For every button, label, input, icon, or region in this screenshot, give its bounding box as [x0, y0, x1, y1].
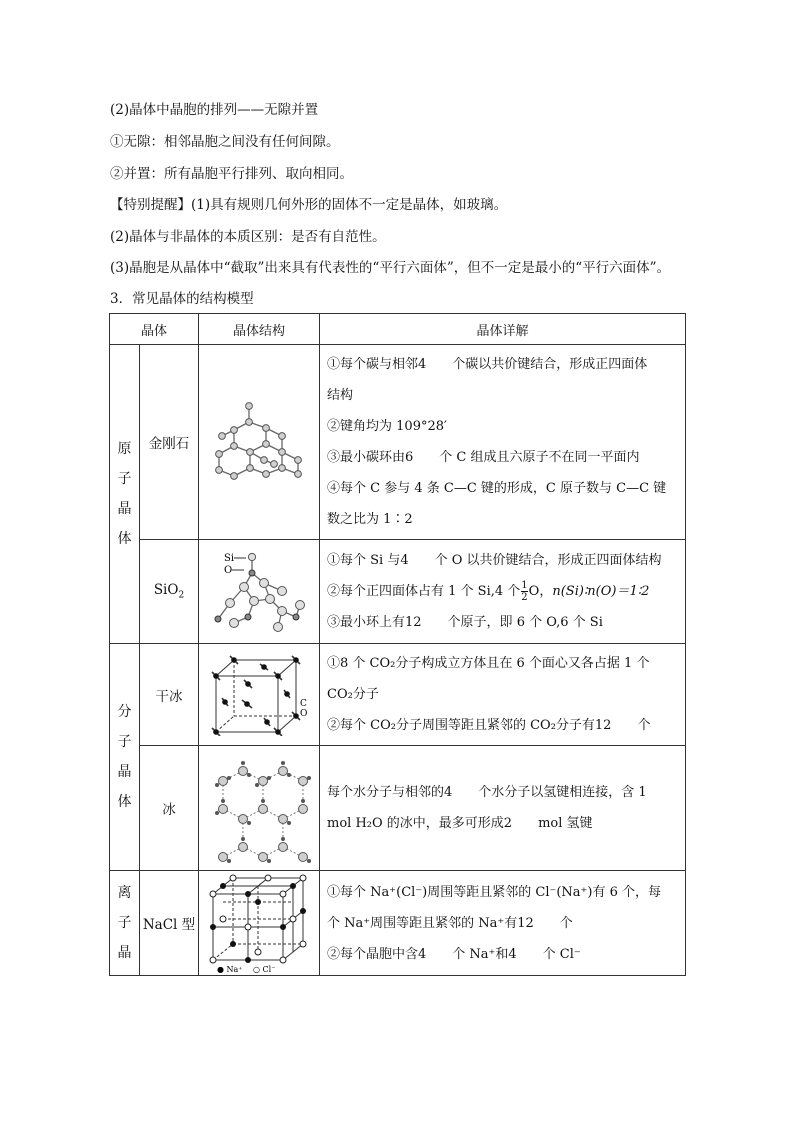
table-header-row	[110, 314, 686, 345]
header-detail: 晶体详解	[320, 314, 686, 345]
category-atomic-crystal: 原 子 晶 体	[110, 345, 140, 644]
diamond-details: ①每个碳与相邻4 个碳以共价键结合，形成正四面体 结构 ②键角均为 109°28′ ③最小碳环由6 个 C 组成且六原子不在同一平面内 ④每个 C 参与 4 条 C—C 键的形成，C 原子数与 C—C 键 数之比为 1∶2	[320, 345, 686, 540]
table-row	[110, 345, 686, 540]
ice-structure-figure	[199, 746, 320, 871]
dry-ice-details: ①8 个 CO₂分子构成立方体且在 6 个面心又各占据 1 个 CO₂分子 ②每个 CO₂分子周围等距且紧邻的 CO₂分子有12 个	[320, 644, 686, 746]
crystal-name-nacl: NaCl 型	[140, 871, 199, 976]
diamond-structure-figure	[199, 345, 320, 540]
intro-line-6: (3)晶胞是从晶体中“截取”出来具有代表性的“平行六面体”，但不一定是最小的“平行六面体”。	[110, 260, 671, 276]
header-crystal: 晶体	[110, 314, 199, 345]
intro-line-3: ②并置：所有晶胞平行排列、取向相同。	[110, 166, 353, 182]
table-row	[110, 871, 686, 976]
svg-text:○ Cl⁻: ○ Cl⁻	[253, 965, 276, 974]
dry-ice-structure-figure	[199, 644, 320, 746]
section-heading: 3．常见晶体的结构模型	[110, 291, 254, 307]
table-row	[110, 540, 686, 644]
intro-line-5: (2)晶体与非晶体的本质区别：是否有自范性。	[110, 229, 386, 245]
category-molecular-crystal: 分 子 晶 体	[110, 644, 140, 871]
crystal-table	[109, 313, 686, 976]
svg-text:O: O	[300, 708, 308, 719]
svg-text:C: C	[300, 698, 307, 709]
header-structure: 晶体结构	[199, 314, 320, 345]
intro-line-1: (2)晶体中晶胞的排列——无隙并置	[110, 102, 319, 118]
crystal-name-dry-ice: 干冰	[140, 644, 199, 746]
sio2-structure-figure	[199, 540, 320, 644]
nacl-structure-figure	[199, 871, 320, 976]
crystal-name-ice: 冰	[140, 746, 199, 871]
crystal-name-sio2: SiO$_2$	[140, 540, 199, 644]
sio2-details: ①每个 Si 与4 个 O 以共价键结合，形成正四面体结构 ②每个正四面体占有 1 个 Si,4 个 $\frac{1}{2}$ O，n(Si)∶n(O)＝1∶2 ③最小环上有12 个原子，即 6 个 O,6 个 Si	[320, 540, 686, 644]
ice-details: 每个水分子与相邻的4 个水分子以氢键相连接，含 1 mol H₂O 的冰中，最多可形成2 mol 氢键	[320, 746, 686, 871]
table-row	[110, 746, 686, 871]
svg-text:Si: Si	[224, 552, 235, 564]
category-ionic-crystal: 离 子 晶	[110, 871, 140, 976]
svg-text:O: O	[224, 564, 233, 576]
table-row	[110, 644, 686, 746]
nacl-details: ①每个 Na⁺(Cl⁻)周围等距且紧邻的 Cl⁻(Na⁺)有 6 个，每 个 Na⁺周围等距且紧邻的 Na⁺有12 个 ②每个晶胞中含4 个 Na⁺和4 个 Cl⁻	[320, 871, 686, 976]
crystal-name-diamond: 金刚石	[140, 345, 199, 540]
intro-line-4: 【特别提醒】(1)具有规则几何外形的固体不一定是晶体，如玻璃。	[110, 197, 508, 213]
intro-line-2: ①无隙：相邻晶胞之间没有任何间隙。	[110, 134, 340, 150]
svg-text:● Na⁺: ● Na⁺	[217, 965, 243, 974]
